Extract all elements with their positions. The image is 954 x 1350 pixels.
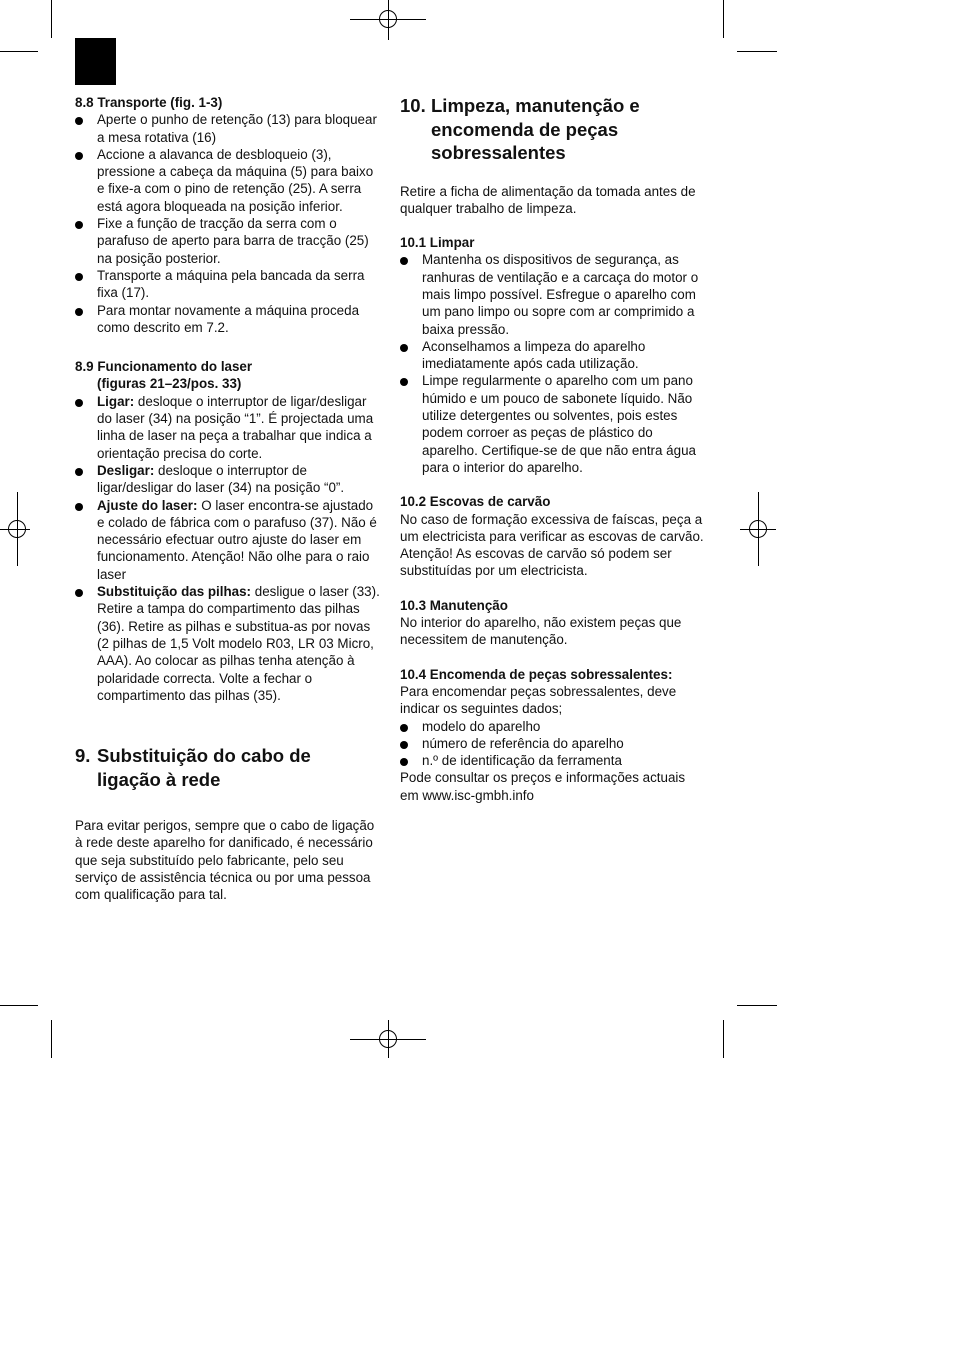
section-10-2-heading: 10.2 Escovas de carvão: [400, 494, 551, 510]
list-item: Accione a alavanca de desbloqueio (3), pressione a cabeça da máquina (5) para baixo e fixe-a com o pino de retenção (25). A serra está agora bloqueada na posição inferior.: [75, 146, 380, 215]
bullet-icon: [75, 589, 83, 597]
registration-circle-icon: [8, 520, 26, 538]
list-item: Limpe regularmente o aparelho com um pano húmido e um pouco de sabonete líquido. Não utilize detergentes ou solventes, pois estes podem corroer as peças de plástico do aparelho. Certifique-se de que não entra água para o interior do aparelho.: [400, 372, 705, 476]
section-10-heading: 10. Limpeza, manutenção e encomenda de peças sobressalentes: [400, 95, 640, 163]
section-8-8-heading: 8.8 Transporte (fig. 1-3): [75, 95, 223, 110]
list-item: Mantenha os dispositivos de segurança, as ranhuras de ventilação e a carcaça do motor o mais limpo possível. Esfregue o aparelho com um pano limpo ou sopre com ar comprimido a baixa pressão.: [400, 251, 705, 337]
registration-circle-icon: [749, 520, 767, 538]
section-9-body: Para evitar perigos, sempre que o cabo de ligação à rede deste aparelho for danificado, é necessário que seja substituído pelo fabricante, pelo seu serviço de assistência técnica ou por uma pessoa com qualificação para tal.: [75, 818, 375, 903]
right-column: [400, 94, 705, 804]
crop-mark: [51, 1020, 52, 1058]
bullet-icon: [75, 221, 83, 229]
list-item: Ajuste do laser: O laser encontra-se ajustado e colado de fábrica com o parafuso (37). Não é necessário efectuar outro ajuste do laser em funcionamento. Atenção! Não olhe para o raio laser: [75, 497, 380, 583]
left-column: [75, 94, 380, 904]
section-10-3-heading: 10.3 Manutenção: [400, 597, 508, 613]
list-item: n.º de identificação da ferramenta: [400, 752, 705, 769]
bullet-icon: [75, 308, 83, 316]
registration-circle-icon: [379, 1030, 397, 1048]
crop-mark: [723, 0, 724, 38]
list-item: Aperte o punho de retenção (13) para bloquear a mesa rotativa (16): [75, 111, 380, 146]
list-item: modelo do aparelho: [400, 718, 705, 735]
section-10-1-list: [400, 251, 705, 476]
bullet-icon: [400, 724, 408, 732]
section-10-3-body: No interior do aparelho, não existem peças que necessitem de manutenção.: [400, 615, 682, 648]
crop-mark: [723, 1020, 724, 1058]
section-10-2-body: No caso de formação excessiva de faíscas, peça a um electricista para verificar as escovas de carvão. Atenção! As escovas de carvão só podem ser substituídas por um electricista.: [400, 511, 704, 579]
bullet-icon: [75, 117, 83, 125]
section-10-4-heading: 10.4 Encomenda de peças sobressalentes:: [400, 666, 673, 682]
section-9-heading: 9. Substituição do cabo de ligação à rede: [75, 745, 311, 790]
registration-circle-icon: [379, 10, 397, 28]
section-8-9-list: [75, 393, 380, 704]
list-item: Desligar: desloque o interruptor de ligar/desligar do laser (34) na posição “0”.: [75, 462, 380, 497]
bullet-icon: [400, 378, 408, 386]
bullet-icon: [400, 257, 408, 265]
list-item: número de referência do aparelho: [400, 735, 705, 752]
bullet-icon: [75, 503, 83, 511]
bullet-icon: [75, 399, 83, 407]
bullet-icon: [400, 758, 408, 766]
section-10-4-intro: Para encomendar peças sobressalentes, deve indicar os seguintes dados;: [400, 683, 677, 717]
section-10-intro: Retire a ficha de alimentação da tomada antes de qualquer trabalho de limpeza.: [400, 183, 696, 216]
bullet-icon: [75, 273, 83, 281]
list-item: Fixe a função de tracção da serra com o parafuso de aperto para barra de tracção (25) na posição posterior.: [75, 215, 380, 267]
bullet-icon: [75, 468, 83, 476]
section-8-8-list: [75, 111, 380, 336]
crop-mark: [0, 1005, 38, 1006]
list-item: Substituição das pilhas: desligue o laser (33). Retire a tampa do compartimento das pilhas (36). Retire as pilhas e substitua-as por novas (2 pilhas de 1,5 Volt modelo R03, LR 03 Micro, AAA). Ao colocar as pilhas tenha atenção à polaridade correcta. Volte a fechar o compartimento das pilhas (35).: [75, 583, 380, 704]
list-item: Para montar novamente a máquina proceda como descrito em 7.2.: [75, 302, 380, 337]
language-tab-block: [75, 38, 116, 85]
crop-mark: [0, 51, 38, 52]
list-item: Aconselhamos a limpeza do aparelho imediatamente após cada utilização.: [400, 338, 705, 373]
section-10-1-heading: 10.1 Limpar: [400, 235, 475, 251]
list-item: Transporte a máquina pela bancada da serra fixa (17).: [75, 267, 380, 302]
bullet-icon: [75, 152, 83, 160]
section-10-4-list: [400, 718, 705, 770]
section-10-4-outro: Pode consultar os preços e informações actuais em www.isc-gmbh.info: [400, 770, 686, 803]
bullet-icon: [400, 741, 408, 749]
crop-mark: [737, 51, 777, 52]
crop-mark: [737, 1005, 777, 1006]
crop-mark: [51, 0, 52, 38]
section-8-9-heading: 8.9 Funcionamento do laser (figuras 21–23/pos. 33): [75, 359, 253, 392]
list-item: Ligar: desloque o interruptor de ligar/desligar do laser (34) na posição “1”. É projectada uma linha de laser na peça a trabalhar que indica a orientação precisa do corte.: [75, 393, 380, 462]
bullet-icon: [400, 344, 408, 352]
